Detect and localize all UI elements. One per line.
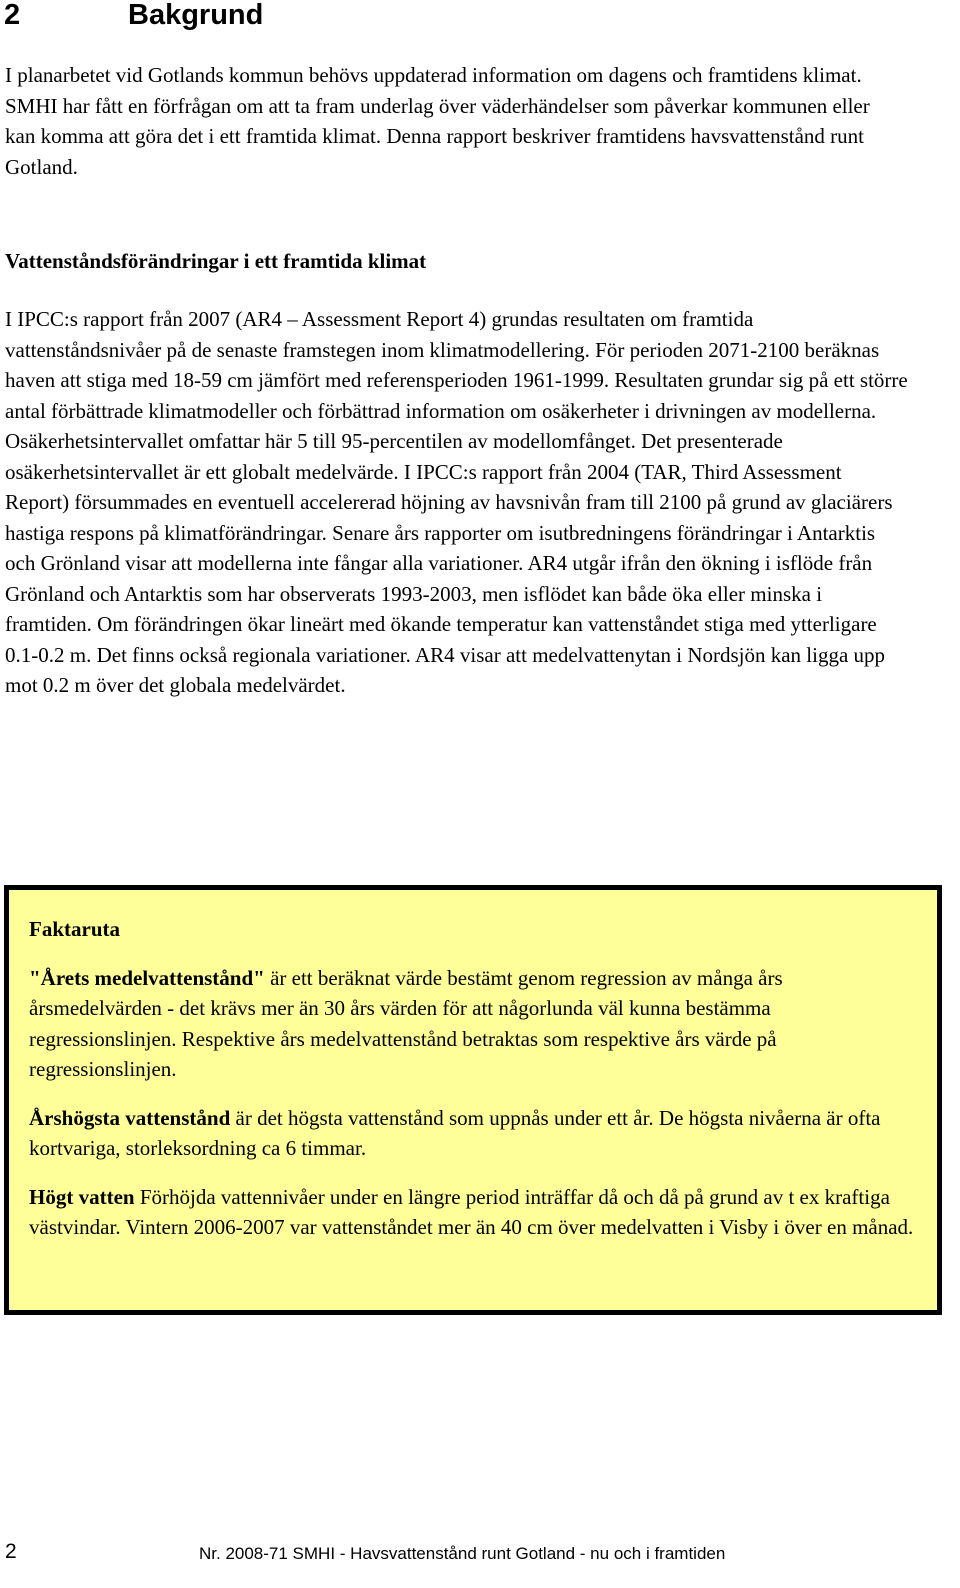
fact-box-term: Årshögsta vattenstånd	[29, 1105, 231, 1130]
footer-page-number: 2	[5, 1540, 17, 1563]
footer-text: Nr. 2008-71 SMHI - Havsvattenstånd runt Gotland - nu och i framtiden	[199, 1544, 726, 1563]
fact-box-content	[29, 914, 919, 1243]
intro-paragraph: I planarbetet vid Gotlands kommun behövs uppdaterad information om dagens och framtidens klimat. SMHI har fått en förfrågan om att ta fram underlag över väderhändelser som påverkar kommunen eller kan komma att göra det i ett framtida klimat. Denna rapport beskriver framtidens havsvattenstånd runt Gotland.	[5, 63, 870, 179]
fact-box-item	[29, 1103, 919, 1164]
fact-box-term: "Årets medelvattenstånd"	[29, 965, 265, 990]
section-body-paragraph: I IPCC:s rapport från 2007 (AR4 – Assessment Report 4) grundas resultaten om framtida vattenståndsnivåer på de senaste framstegen inom klimatmodellering. För perioden 2071-2100 beräknas haven att stiga med 18-59 cm jämfört med referensperioden 1961-1999. Resultaten grundar sig på ett större antal förbättrade klimatmodeller och förbättrad information om osäkerheter i drivningen av modellerna. Osäkerhetsintervallet omfattar här 5 till 95-percentilen av modellomfånget. Det presenterade osäkerhetsintervallet är ett globalt medelvärde. I IPCC:s rapport från 2004 (TAR, Third Assessment Report) försummades en eventuell accelererad höjning av havsnivån fram till 2100 på grund av glaciärers hastiga respons på klimatförändringar. Senare års rapporter om isutbredningens förändringar i Antarktis och Grönland visar att modellerna inte fångar alla variationer. AR4 utgår ifrån den ökning i isflöde från Grönland och Antarktis som har observerats 1993-2003, men isflödet kan både öka eller minska i framtiden. Om förändringen ökar lineärt med ökande temperatur kan vattenståndet stiga med ytterligare 0.1-0.2 m. Det finns också regionala variationer. AR4 visar att medelvattenytan i Nordsjön kan ligga upp mot 0.2 m över det globala medelvärdet.	[5, 307, 908, 697]
fact-box-definition: Förhöjda vattennivåer under en längre period inträffar då och då på grund av t ex kraftiga västvindar. Vintern 2006-2007 var vattenståndet mer än 40 cm över medelvatten i Visby i över en månad.	[29, 1184, 914, 1239]
fact-box	[4, 885, 942, 1315]
fact-box-term: Högt vatten	[29, 1184, 135, 1209]
fact-box-item	[29, 963, 919, 1085]
fact-box-item	[29, 1182, 919, 1243]
fact-box-title: Faktaruta	[29, 917, 120, 941]
fact-box-definition: är ett beräknat värde bestämt genom regression av många års årsmedelvärden - det krävs mer än 30 års värden för att någorlunda väl kunna bestämma regressionslinjen. Respektive års medelvattenstånd betraktas som respektive års värde på regressionslinjen.	[29, 965, 783, 1081]
fact-box-definition: är det högsta vattenstånd som uppnås under ett år. De högsta nivåerna är ofta kortvariga, storleksordning ca 6 timmar.	[29, 1105, 881, 1160]
chapter-heading	[4, 0, 263, 32]
chapter-number: 2	[4, 0, 21, 31]
section-heading: Vattenståndsförändringar i ett framtida klimat	[5, 249, 427, 273]
chapter-title: Bakgrund	[128, 0, 264, 31]
